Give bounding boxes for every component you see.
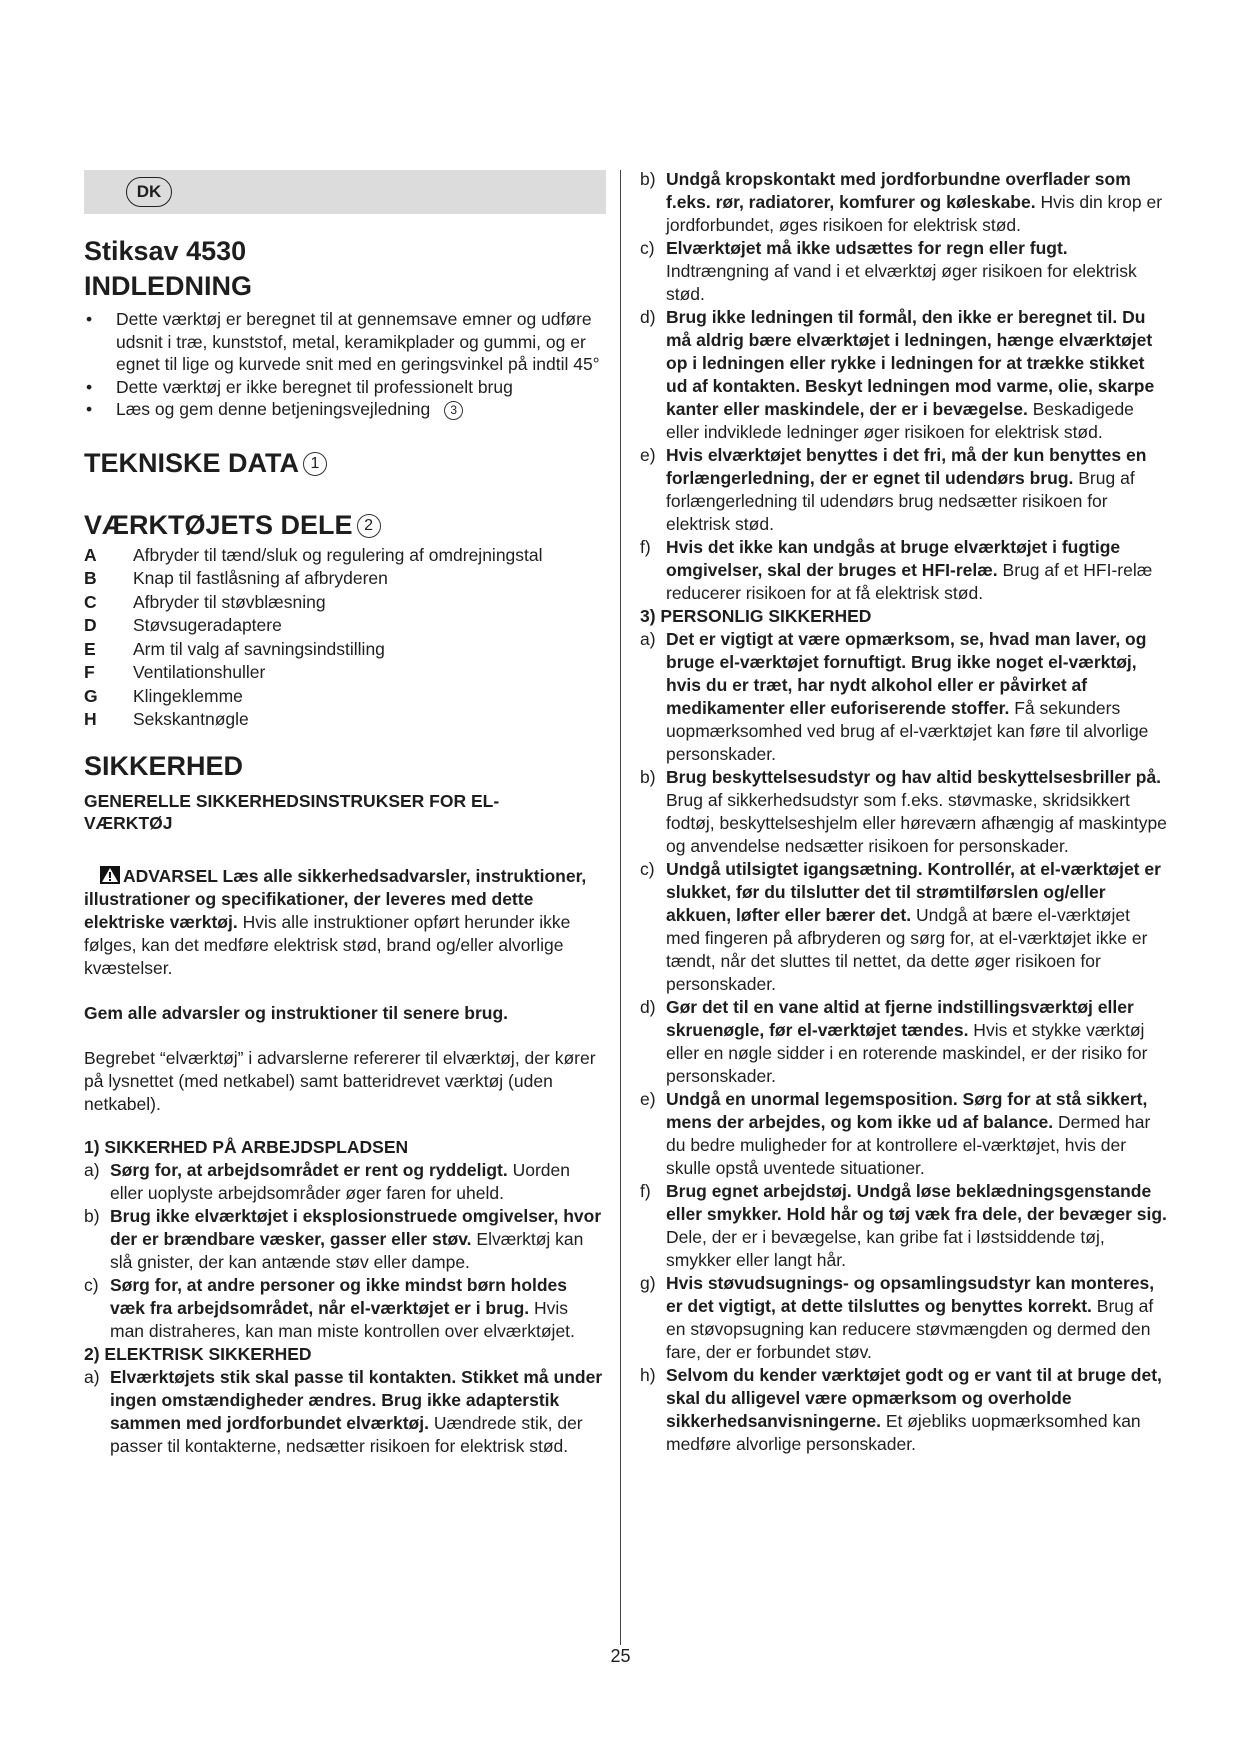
list-item: • Dette værktøj er beregnet til at gennemsave emner og udføre udsnit i træ, kunststof, metal, keramikplader og gummi, og er egnet til lige og kurvede snit med en geringsvinkel på indtil 45° — [84, 308, 606, 376]
figure-ref: 1 — [303, 452, 327, 476]
list-item: D Støvsugeradaptere — [84, 615, 282, 635]
list-item: H Sekskantnøgle — [84, 709, 249, 729]
list-item: A Afbryder til tænd/sluk og regulering af omdrejningstal — [84, 544, 543, 565]
list-item: b) Brug ikke elværktøjet i eksplosionstruede omgivelser, hvor der er brændbare væsker, gasser eller støv. Elværktøj kan slå gnister, der kan antænde støv eller dampe. — [84, 1205, 602, 1272]
list-item: c) Sørg for, at andre personer og ikke mindst børn holdes væk fra arbejdsområdet, når el-værktøjet er i brug. Hvis man distraheres, kan man miste kontrollen over elværktøjet. — [84, 1274, 575, 1341]
list-item: b) Undgå kropskontakt med jordforbundne overflader som f.eks. rør, radiatorer, komfurer og køleskabe. Hvis din krop er jordforbundet, øges risikoen for elektrisk stød. — [640, 169, 1163, 235]
language-badge: DK — [126, 177, 172, 207]
term-paragraph: Begrebet “elværktøj” i advarslerne refererer til elværktøj, der kører på lysnettet (med netkabel) samt batteridrevet værktøj (uden netkabel). — [84, 1047, 596, 1114]
safety-subheading: GENERELLE SIKKERHEDSINSTRUKSER FOR EL-VÆRKTØJ — [84, 790, 500, 833]
page-number: 25 — [610, 1646, 631, 1666]
list-item: F Ventilationshuller — [84, 662, 266, 682]
parts-list — [84, 544, 606, 732]
list-item: B Knap til fastlåsning af afbryderen — [84, 568, 388, 588]
list-item: E Arm til valg af savningsindstilling — [84, 638, 385, 659]
list-item: C Afbryder til støvblæsning — [84, 591, 326, 612]
list-item: e) Undgå en unormal legemsposition. Sørg for at stå sikkert, mens der arbejdes, og kom ikke ud af balance. Dermed har du bedre muligheder for at kontrollere el-værktøjet, hvis der skulle opstå uventede situationer. — [640, 1089, 1151, 1178]
figure-ref: 3 — [444, 401, 463, 420]
intro-heading: INDLEDNING — [84, 271, 252, 301]
figure-ref: 2 — [357, 514, 381, 538]
list-item: d) Gør det til en vane altid at fjerne indstillingsværktøj eller skruenøgle, før el-værktøjet tændes. Hvis et stykke værktøj eller en nøgle sidder i en roterende maskindel, er der risiko for personskader. — [640, 997, 1148, 1086]
warning-icon — [100, 866, 120, 884]
list-item: d) Brug ikke ledningen til formål, den ikke er beregnet til. Du må aldrig bære elværktøjet i ledningen, hænge elværktøjet op i ledningen eller rykke i ledningen for at trække stikket ud af kontakten. Beskyt ledningen mod varme, olie, skarpe kanter eller maskindele, der er i bevægelse. Beskadigede eller indviklede ledninger øger risikoen for elektrisk stød. — [640, 307, 1155, 442]
list-item: h) Selvom du kender værktøjet godt og er vant til at bruge det, skal du alligevel være opmærksom og overholde sikkerhedsanvisningerne. Et øjebliks uopmærksomhed kan medføre alvorlige personskader. — [640, 1365, 1162, 1454]
list-item: f) Brug egnet arbejdstøj. Undgå løse beklædningsgenstande eller smykker. Hold hår og tøj væk fra dele, der bevæger sig. Dele, der er i bevægelse, kan gribe fat i løstsiddende tøj, smykker eller langt hår. — [640, 1181, 1167, 1270]
right-column — [640, 168, 1168, 1456]
column-divider — [620, 170, 621, 1645]
list-item: c) Undgå utilsigtet igangsætning. Kontrollér, at el-værktøjet er slukket, før du tilslutter det til strømtilførslen og/eller akkuen, løfter eller bærer det. Undgå at bære el-værktøjet med fingeren på afbryderen og sørg for, at el-værktøjet ikke er tændt, når det sluttes til nettet, da dette øger risikoen for personskader. — [640, 859, 1161, 994]
tech-data-heading: TEKNISKE DATA 1 — [84, 447, 606, 479]
list-item: e) Hvis elværktøjet benyttes i det fri, må der kun benyttes en forlængerledning, der er egnet til udendørs brug. Brug af forlængerledning til udendørs brug nedsætter risikoen for elektrisk stød. — [640, 445, 1147, 534]
keep-instructions: Gem alle advarsler og instruktioner til senere brug. — [84, 1002, 509, 1023]
list-item: c) Elværktøjet må ikke udsættes for regn eller fugt. Indtrængning af vand i et elværktøj øger risikoen for elektrisk stød. — [640, 238, 1137, 304]
section-1-heading: 1) SIKKERHED PÅ ARBEJDSPLADSEN — [84, 1136, 409, 1157]
list-item: g) Hvis støvudsugnings- og opsamlingsudstyr kan monteres, er det vigtigt, at dette tilsluttes og benyttes korrekt. Brug af en støvopsugning kan reducere støvmængden og dermed den fare, der er forbundet støv. — [640, 1273, 1155, 1362]
list-item: • Læs og gem denne betjeningsvejledning 3 — [84, 398, 606, 421]
product-title: Stiksav 4530 — [84, 236, 247, 266]
list-item: a) Det er vigtigt at være opmærksom, se, hvad man laver, og bruge el-værktøjet fornuftigt. Brug ikke noget el-værktøj, hvis du er træt, har nydt alkohol eller er påvirket af medikamenter eller euforiserende stoffer. Få sekunders uopmærksomhed ved brug af el-værktøjet kan føre til alvorlige personskader. — [640, 629, 1149, 764]
section-3-heading: 3) PERSONLIG SIKKERHED — [640, 606, 872, 626]
list-item: • Dette værktøj er ikke beregnet til professionelt brug — [84, 376, 606, 399]
section-2-heading: 2) ELEKTRISK SIKKERHED — [84, 1343, 312, 1364]
warning-paragraph: ADVARSEL Læs alle sikkerhedsadvarsler, instruktioner, illustrationer og specifikationer, der leveres med dette elektriske værktøj. Hvis alle instruktioner opført herunder ikke følges, kan det medføre elektrisk stød, brand og/eller alvorlige kvæstelser. — [84, 865, 587, 978]
intro-list — [84, 308, 606, 421]
parts-heading: VÆRKTØJETS DELE 2 — [84, 509, 606, 541]
list-item: a) Sørg for, at arbejdsområdet er rent og ryddeligt. Uorden eller uoplyste arbejdsområder øger faren for uheld. — [84, 1159, 570, 1203]
list-item: b) Brug beskyttelsesudstyr og hav altid beskyttelsesbriller på. Brug af sikkerhedsudstyr som f.eks. støvmaske, skridsikkert fodtøj, beskyttelseshjelm eller høreværn afhængig af maskintype og anvendelse nedsætter risikoen for personskader. — [640, 767, 1167, 856]
list-item: G Klingeklemme — [84, 685, 243, 706]
language-bar — [84, 170, 606, 214]
left-column — [84, 170, 606, 1458]
list-item: f) Hvis det ikke kan undgås at bruge elværktøjet i fugtige omgivelser, skal der bruges et HFI-relæ. Brug af et HFI-relæ reducerer risikoen for at få elektrisk stød. — [640, 537, 1153, 603]
list-item: a) Elværktøjets stik skal passe til kontakten. Stikket må under ingen omstændigheder ændres. Brug ikke adapterstik sammen med jordforbundet elværktøj. Uændrede stik, der passer til kontakterne, nedsætter risikoen for elektrisk stød. — [84, 1366, 603, 1456]
safety-heading: SIKKERHED — [84, 750, 244, 781]
